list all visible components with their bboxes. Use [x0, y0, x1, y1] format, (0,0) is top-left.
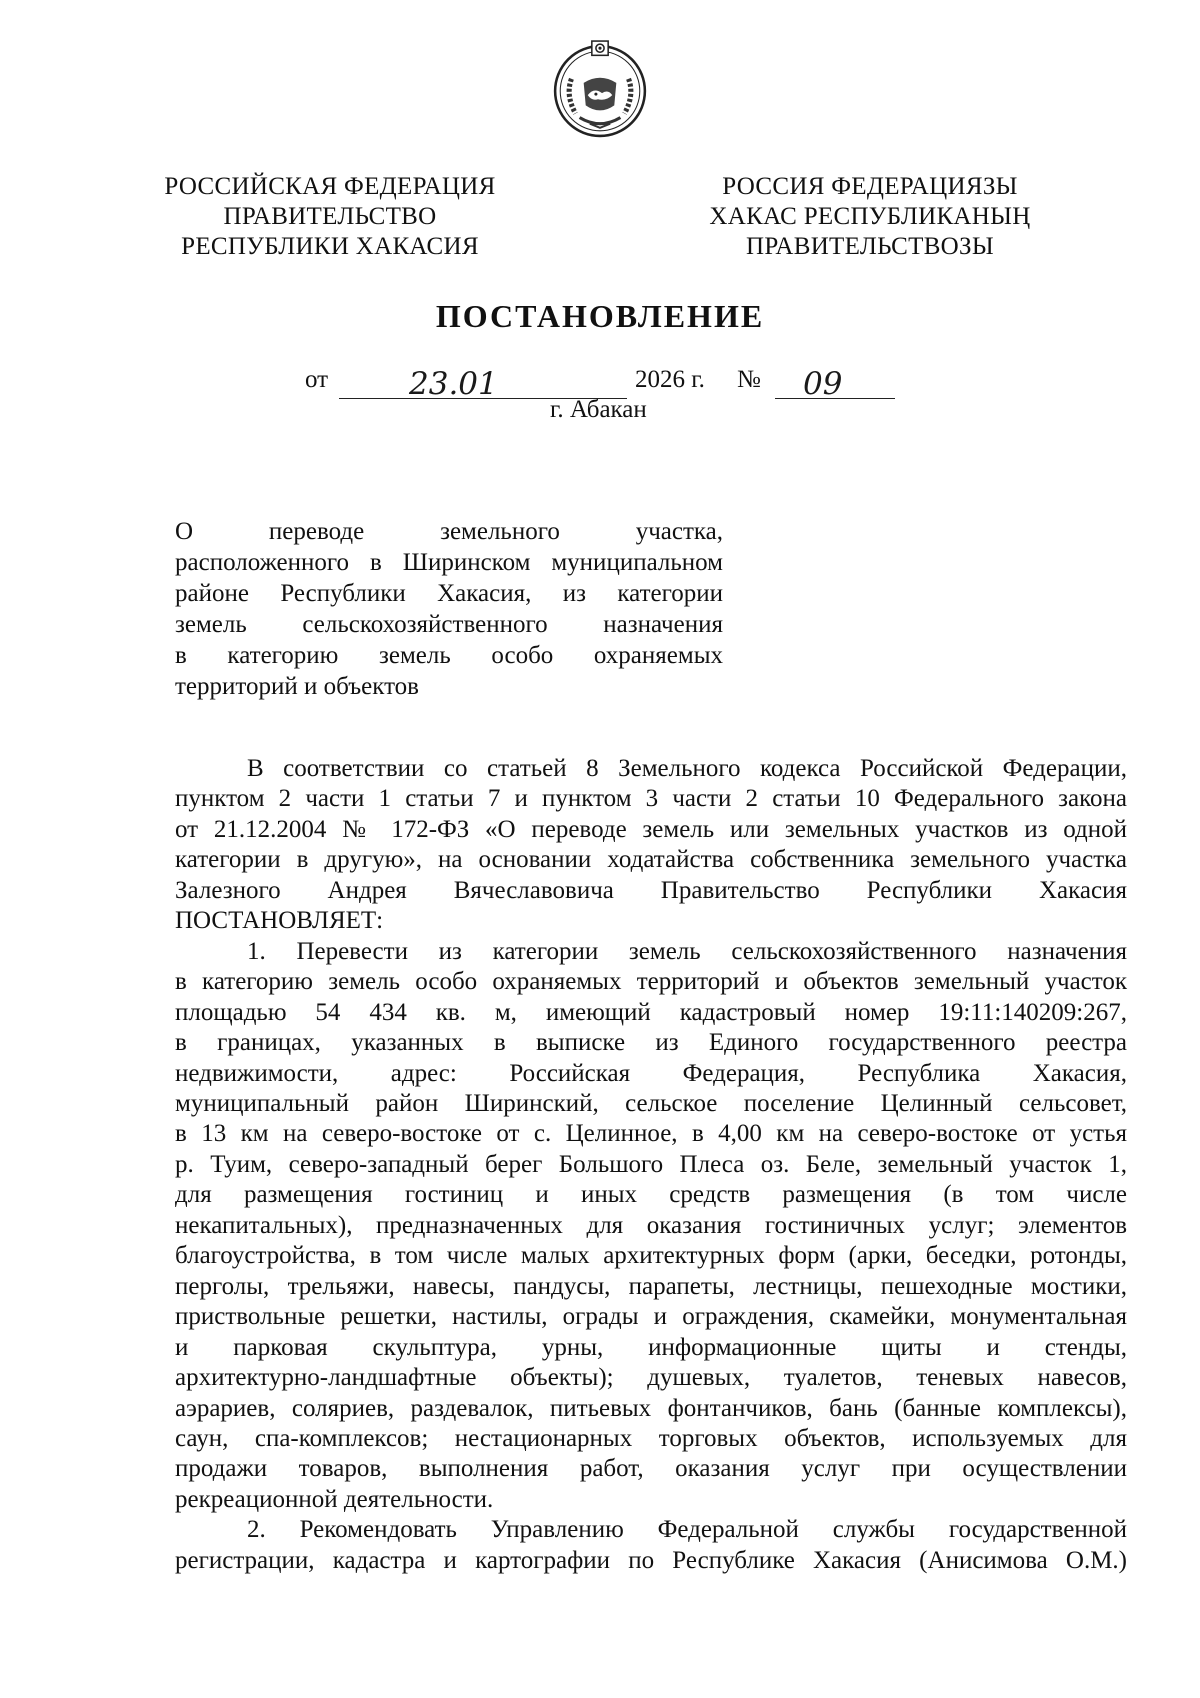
header-left-line-1: РОССИЙСКАЯ ФЕДЕРАЦИЯ: [164, 173, 496, 200]
header-right-line-2: ХАКАС РЕСПУБЛИКАНЫҢ: [709, 203, 1031, 230]
date-prefix: от: [305, 366, 329, 393]
coat-of-arms-emblem: [549, 38, 651, 140]
handwritten-date: 23.01: [409, 366, 498, 402]
body-line: В соответствии со статьей 8 Земельного кодекса Российской Федерации,: [247, 755, 1127, 782]
subject-line: О переводе земельного участка,: [175, 518, 723, 545]
document-title: ПОСТАНОВЛЕНИЕ: [435, 298, 765, 334]
body-line: аэрариев, соляриев, раздевалок, питьевых фонтанчиков, бань (банные комплексы),: [175, 1394, 1127, 1422]
document-year: 2026 г.: [635, 366, 705, 393]
body-line: пунктом 2 части 1 статьи 7 и пунктом 3 части 2 статьи 10 Федерального закона: [175, 785, 1127, 813]
document-subject: [175, 516, 723, 702]
body-line: и парковая скульптура, урны, информационные щиты и стенды,: [175, 1333, 1127, 1361]
body-line: регистрации, кадастра и картографии по Республике Хакасия (Анисимова О.М.): [175, 1546, 1127, 1574]
subject-line: в категорию земель особо охраняемых: [175, 642, 723, 669]
body-line: благоустройства, в том числе малых архитектурных форм (арки, беседки, ротонды,: [175, 1242, 1127, 1270]
body-line: р. Туим, северо-западный берег Большого Плеса оз. Беле, земельный участок 1,: [175, 1150, 1127, 1178]
header-right-line-1: РОССИЯ ФЕДЕРАЦИЯЗЫ: [722, 173, 1018, 200]
subject-line: районе Республики Хакасия, из категории: [175, 580, 723, 607]
body-line: продажи товаров, выполнения работ, оказания услуг при осуществлении: [175, 1455, 1127, 1483]
body-line: ПОСТАНОВЛЯЕТ:: [175, 907, 384, 935]
body-line: в 13 км на северо-востоке от с. Целинное, в 4,00 км на северо-востоке от устья: [175, 1120, 1127, 1148]
body-line: от 21.12.2004 № 172-ФЗ «О переводе земель или земельных участков из одной: [175, 815, 1127, 843]
body-line: рекреационной деятельности.: [175, 1485, 494, 1513]
body-line: муниципальный район Ширинский, сельское поселение Целинный сельсовет,: [175, 1089, 1127, 1117]
body-line: некапитальных), предназначенных для оказания гостиничных услуг; элементов: [175, 1211, 1127, 1239]
subject-line: территорий и объектов: [175, 673, 419, 700]
subject-line: земель сельскохозяйственного назначения: [175, 611, 723, 638]
header-right-block: [690, 172, 1050, 262]
body-line: недвижимости, адрес: Российская Федерация, Республика Хакасия,: [175, 1059, 1127, 1087]
handwritten-number: 09: [803, 366, 843, 402]
body-line: архитектурно-ландшафтные объекты); душевых, туалетов, теневых навесов,: [175, 1364, 1127, 1392]
header-left-line-2: ПРАВИТЕЛЬСТВО: [223, 203, 437, 230]
city-name: г. Абакан: [550, 396, 647, 423]
body-line: в границах, указанных в выписке из Единого государственного реестра: [175, 1029, 1127, 1057]
number-label: №: [737, 366, 761, 393]
body-line: 1. Перевести из категории земель сельскохозяйственного назначения: [247, 937, 1127, 965]
subject-line: расположенного в Ширинском муниципальном: [175, 549, 723, 576]
header-right-line-3: ПРАВИТЕЛЬСТВОЗЫ: [746, 233, 994, 260]
body-line: в категорию земель особо охраняемых территорий и объектов земельный участок: [175, 968, 1127, 996]
body-line: саун, спа-комплексов; нестационарных торговых объектов, используемых для: [175, 1424, 1127, 1452]
body-line: категории в другую», на основании ходатайства собственника земельного участка: [175, 846, 1127, 874]
body-line: площадью 54 434 кв. м, имеющий кадастровый номер 19:11:140209:267,: [175, 998, 1127, 1026]
body-line: перголы, трельяжи, навесы, пандусы, парапеты, лестницы, пешеходные мостики,: [175, 1272, 1127, 1300]
body-line: приствольные решетки, настилы, ограды и ограждения, скамейки, монументальная: [175, 1303, 1127, 1331]
body-line: Залезного Андрея Вячеславовича Правительство Республики Хакасия: [175, 876, 1127, 904]
header-left-line-3: РЕСПУБЛИКИ ХАКАСИЯ: [181, 233, 479, 260]
header-left-block: [150, 172, 510, 262]
document-body: [175, 754, 1127, 1576]
body-line: 2. Рекомендовать Управлению Федеральной службы государственной: [247, 1516, 1127, 1544]
body-line: для размещения гостиниц и иных средств размещения (в том числе: [175, 1181, 1127, 1209]
